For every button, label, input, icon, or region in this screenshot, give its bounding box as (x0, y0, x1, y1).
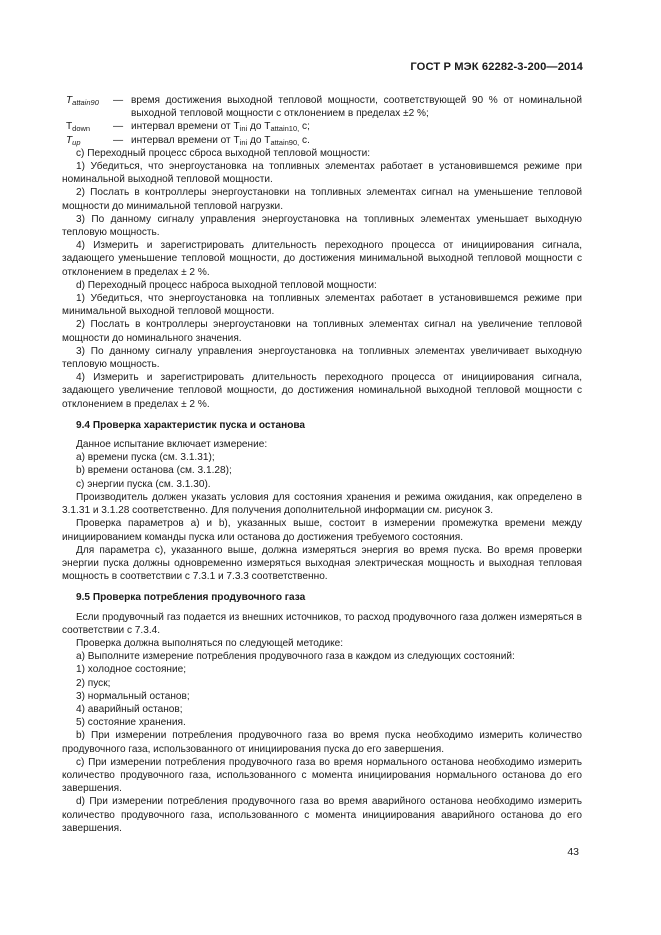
paragraph: d) При измерении потребления продувочного газа во время аварийного останова необходимо измерить количество продувочного газа, использованного с момента инициирования аварийного останова до его завершения. (62, 796, 582, 834)
list-item: 3) нормальный останов; (76, 690, 190, 702)
paragraph: d) Переходный процесс наброса выходной тепловой мощности: (76, 279, 377, 291)
definition-dash: — (113, 121, 124, 133)
paragraph: 1) Убедиться, что энергоустановка на топливных элементах работает в установившемся режиме при номинальной выходной тепловой мощности. (62, 161, 582, 186)
definition-text: интервал времени от $T_{ini}$ до $T_{attain10,}$ c; (131, 121, 310, 134)
paragraph: с) Переходный процесс сброса выходной тепловой мощности: (76, 147, 371, 159)
list-item: 1) холодное состояние; (76, 664, 187, 676)
symbol-definitions (62, 94, 582, 147)
definition-dash: — (113, 134, 124, 146)
list-item: a) времени пуска (см. 3.1.31); (76, 452, 215, 464)
paragraph: 3) По данному сигналу управления энергоустановка на топливных элементах увеличивает выходную тепловую мощность. (62, 345, 582, 371)
document-header: ГОСТ Р МЭК 62282-3-200—2014 (410, 61, 583, 73)
paragraph: Для параметра с), указанного выше, должна измеряться энергия во время пуска. Во время проверки энергии пуска должны одновременно измеряться выходная электрическая мощность и выходная тепловая мощность в соответствии с 7.3.1 и 7.3.3 соответственно. (62, 544, 582, 583)
section-heading-9-5: 9.5 Проверка потребления продувочного газа (76, 592, 306, 604)
paragraph: 2) Послать в контроллеры энергоустановки на топливных элементах сигнал на уменьшение тепловой мощности до минимальной тепловой нагрузки. (62, 187, 582, 212)
paragraph: Данное испытание включает измерение: (76, 439, 268, 451)
list-item: b) времени останова (см. 3.1.28); (76, 465, 232, 477)
list-item: 2) пуск; (76, 677, 111, 689)
paragraph: c) При измерении потребления продувочного газа во время нормального останова необходимо измерить количество продувочного газа, использованного с момента инициирования нормального останова до его завершения. (62, 756, 582, 795)
paragraph: 2) Послать в контроллеры энергоустановки на топливных элементах сигнал на увеличение тепловой мощности до номинального значения. (62, 319, 582, 344)
definition-text: интервал времени от $T_{ini}$ до $T_{attain90,}$ c. (131, 134, 310, 147)
list-item: a) Выполните измерение потребления продувочного газа в каждом из следующих состояний: (76, 651, 515, 663)
definition-text: время достижения выходной тепловой мощности, соответствующей 90 % от номинальной выходной тепловой мощности с отклонением в пределах ±2 %; (131, 95, 582, 120)
section-heading-9-4: 9.4 Проверка характеристик пуска и останова (76, 419, 306, 431)
definition-symbol: $T_{up}$ (66, 134, 81, 147)
paragraph: 1) Убедиться, что энергоустановка на топливных элементах работает в установившемся режиме при минимальной выходной тепловой мощности. (62, 293, 582, 318)
paragraph: Проверка должна выполняться по следующей методике: (76, 637, 344, 649)
paragraph: Если продувочный газ подается из внешних источников, то расход продувочного газа должен измеряться в соответствии с 7.3.4. (62, 611, 582, 636)
page-number: 43 (567, 846, 579, 858)
definition-symbol: $T_{down}$ (66, 121, 91, 134)
list-item: 5) состояние хранения. (76, 717, 186, 729)
definition-row (62, 120, 582, 133)
paragraph: Проверка параметров а) и b), указанных выше, состоит в измерении промежутка времени между инициированием команды пуска или останова до достижения требуемого состояния. (62, 518, 582, 543)
paragraph: Производитель должен указать условия для состояния хранения и режима ожидания, как определено в 3.1.31 и 3.1.28 соответственно. Для получения дополнительной информации см. рисунок 3. (62, 491, 582, 517)
paragraph: b) При измерении потребления продувочного газа во время пуска необходимо измерить количество продувочного газа, использованного от инициирования пуска до его завершения. (62, 730, 582, 755)
definition-symbol: $T_{attain90}$ (66, 95, 99, 107)
definition-row (62, 134, 582, 147)
list-item: 4) аварийный останов; (76, 703, 183, 715)
paragraph: 3) По данному сигналу управления энергоустановка на топливных элементах уменьшает выходную тепловую мощность. (62, 213, 582, 239)
paragraph: 4) Измерить и зарегистрировать длительность переходного процесса от инициирования сигнала, задающего увеличение тепловой мощности, до достижения номинальной выходной тепловой мощности с отклонением в пределах ± 2 %. (62, 372, 582, 410)
list-item: c) энергии пуска (см. 3.1.30). (76, 478, 211, 490)
definition-dash: — (113, 95, 124, 106)
paragraph: 4) Измерить и зарегистрировать длительность переходного процесса от инициирования сигнала, задающего уменьшение тепловой мощности, до достижения минимальной выходной тепловой мощности с отклонением в пределах ± 2 %. (62, 240, 582, 278)
document-body (62, 94, 582, 835)
definition-row (62, 94, 582, 120)
